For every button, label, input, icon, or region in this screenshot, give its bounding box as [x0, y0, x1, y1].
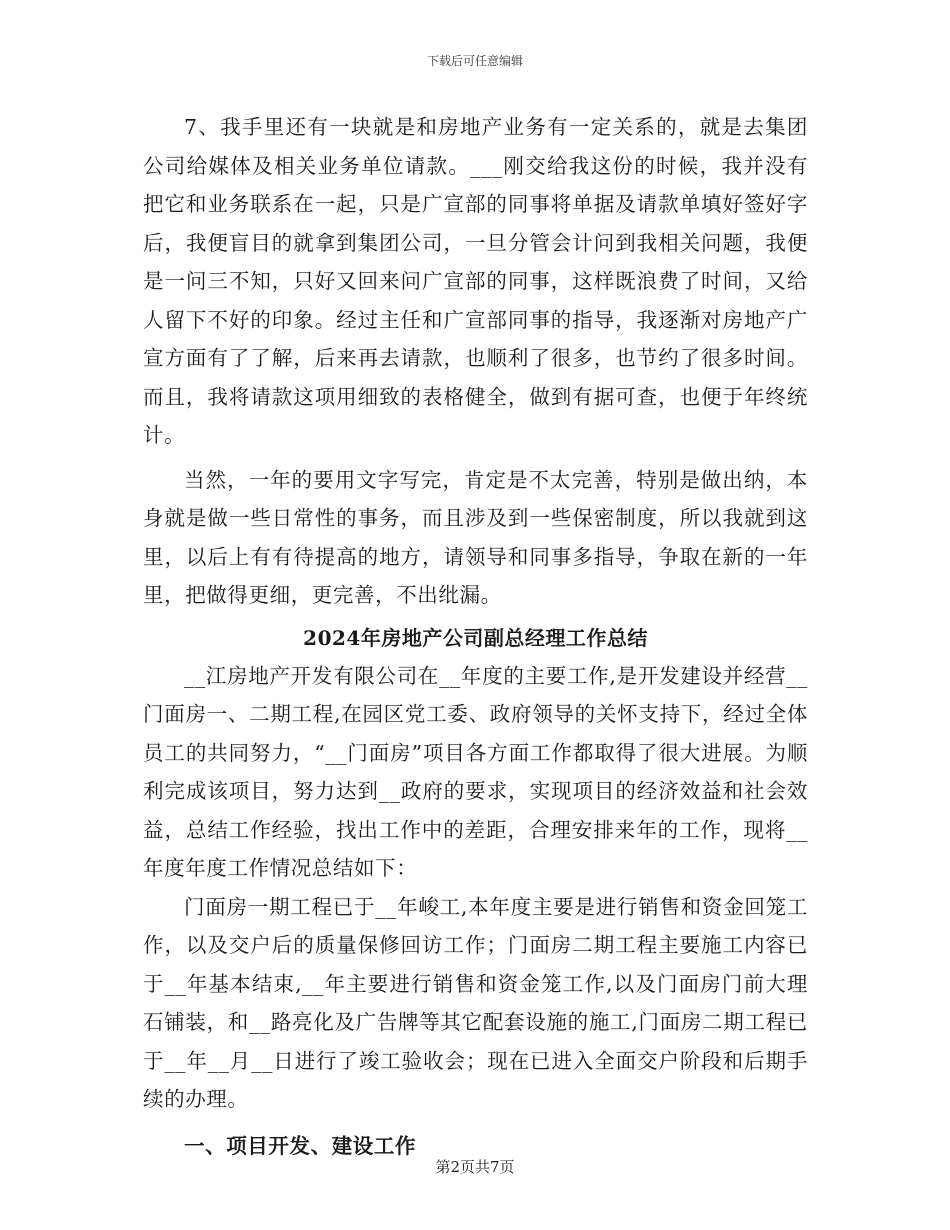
page-footer: 第2页共7页: [435, 1158, 515, 1176]
page-header: 下载后可任意编辑: [426, 54, 523, 68]
paragraph-closing: 当然，一年的要用文字写完，肯定是不太完善，特别是做出纳，本身就是做一些日常性的事务，而且涉及到一些保密制度，所以我就到这里，以后上有有待提高的地方，请领导和同事多指导，争取在新的一年里，把做得更细，更完善，不出纰漏。: [143, 467, 808, 607]
paragraph-intro: __江房地产开发有限公司在__年度的主要工作,是开发建设并经营__门面房一、二期工程,在园区党工委、政府领导的关怀支持下，经过全体员工的共同努力，“__门面房”项目各方面工作都取得了很大进展。为顺利完成该项目，努力达到__政府的要求，实现项目的经济效益和社会效益，总结工作经验，找出工作中的差距，合理安排来年的工作，现将__年度年度工作情况总结如下：: [143, 663, 808, 880]
document-body: [143, 108, 808, 1165]
paragraph-progress: 门面房一期工程已于__年峻工,本年度主要是进行销售和资金回笼工作，以及交户后的质量保修回访工作；门面房二期工程主要施工内容已于__年基本结束,__年主要进行销售和资金笼工作,以及门面房门前大理石铺装，和__路亮化及广告牌等其它配套设施的施工,门面房二期工程已于__年__月__日进行了竣工验收会；现在已进入全面交户阶段和后期手续的办理。: [143, 894, 808, 1111]
section-heading: 一、项目开发、建设工作: [184, 1133, 417, 1158]
paragraph-item-7: 7、我手里还有一块就是和房地产业务有一定关系的，就是去集团公司给媒体及相关业务单位请款。___刚交给我这份的时候，我并没有把它和业务联系在一起，只是广宣部的同事将单据及请款单填好签好字后，我便盲目的就拿到集团公司，一旦分管会计问到我相关问题，我便是一问三不知，只好又回来问广宣部的同事，这样既浪费了时间，又给人留下不好的印象。经过主任和广宣部同事的指导，我逐渐对房地产广宣方面有了了解，后来再去请款，也顺利了很多，也节约了很多时间。而且，我将请款这项用细致的表格健全，做到有据可查，也便于年终统计。: [143, 115, 808, 447]
document-title: 2024年房地产公司副总经理工作总结: [303, 625, 648, 650]
